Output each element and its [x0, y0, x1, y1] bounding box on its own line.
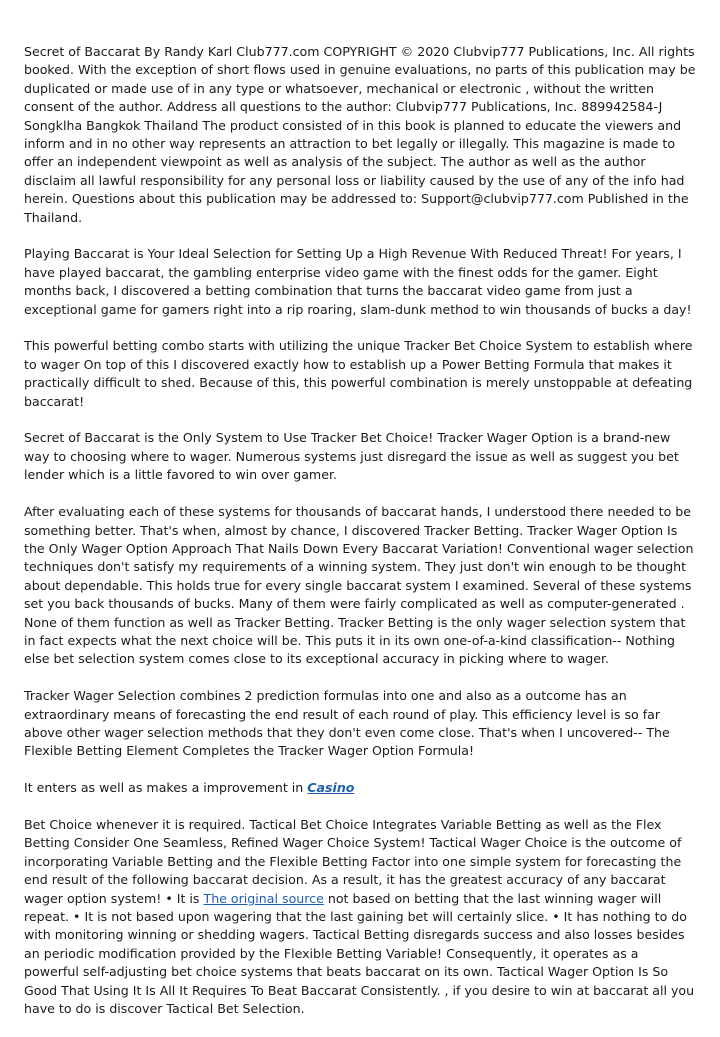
tracker-paragraph: Secret of Baccarat is the Only System to Use Tracker Bet Choice! Tracker Wager Option is a brand-new way to choosing where to wager. Numerous systems just disregard the issue as well as suggest you bet lender which is a little favored to win over gamer. — [24, 430, 679, 483]
prediction-paragraph: Tracker Wager Selection combines 2 prediction formulas into one and also as a outcome has an extraordinary means of forecasting the end result of each round of play. This efficiency level is so far above other wager selection methods that they don't even come close. That's when I uncovered-- The Flexible Betting Element Completes the Tracker Wager Option Formula! — [24, 688, 670, 759]
casino-paragraph — [24, 779, 696, 797]
casino-paragraph-text: It enters as well as makes a improvement in — [24, 780, 308, 796]
casino-link[interactable]: Casino — [307, 780, 355, 796]
original-source-link[interactable]: The original source — [203, 890, 324, 906]
tactical-paragraph-text-1: Bet Choice whenever it is required. Tactical Bet Choice Integrates Variable Betting as well as the Flex Betting Consider One Seamless, Refined Wager Choice System! Tactical Wager Choice is the outcome of incorporating Variable Betting and the Flexible Betting Factor into one simple system for forecasting the end result of the following baccarat decision. As a result, it has the greatest accuracy of any baccarat wager option system! • It is — [24, 816, 682, 906]
copyright-paragraph: Secret of Baccarat By Randy Karl Club777.com COPYRIGHT © 2020 Clubvip777 Publications, Inc. All rights booked. With the exception of short flows used in genuine evaluations, no parts of this publication may be duplicated or made use of in any type or whatsoever, mechanical or electronic , without the written consent of the author. Address all questions to the author: Clubvip777 Publications, Inc. 889942584-J Songklha Bangkok Thailand The product consisted of in this book is planned to educate the viewers and inform and in no other way represents an attraction to bet legally or illegally. This magazine is made to offer an independent viewpoint as well as analysis of the subject. The author as well as the author disclaim all lawful responsibility for any personal loss or liability caused by the use of any of the info had herein. Questions about this publication may be addressed to: Support@clubvip777.com Published in the Thailand. — [24, 44, 696, 225]
betting-combo-paragraph: This powerful betting combo starts with utilizing the unique Tracker Bet Choice System to establish where to wager On top of this I discovered exactly how to establish up a Power Betting Formula that makes it practically difficult to shed. Because of this, this powerful combination is merely unstoppable at defeating baccarat! — [24, 338, 693, 409]
tactical-paragraph — [24, 816, 696, 1018]
document-body — [24, 43, 696, 1037]
tactical-paragraph-text-2: not based on betting that the last winning wager will repeat. • It is not based upon wagering that the last gaining bet will certainly slice. • It has nothing to do with monitoring winning or shedding wagers. Tactical Betting disregards success and also losses besides an periodic modification provided by the Flexible Betting Variable! Consequently, it operates as a powerful self-adjusting bet choice systems that beats baccarat on its own. Tactical Wager Option Is So Good That Using It Is All It Requires To Beat Baccarat Consistently. , if you desire to win at baccarat all you have to do is discover Tactical Bet Selection. — [24, 890, 695, 1017]
intro-paragraph: Playing Baccarat is Your Ideal Selection for Setting Up a High Revenue With Reduced Threat! For years, I have played baccarat, the gambling enterprise video game with the finest odds for the gamer. Eight months back, I discovered a betting combination that turns the baccarat video game from just a exceptional game for gamers right into a rip roaring, slam-dunk method to win thousands of bucks a day! — [24, 246, 692, 317]
evaluation-paragraph: After evaluating each of these systems for thousands of baccarat hands, I understood there needed to be something better. That's when, almost by chance, I discovered Tracker Betting. Tracker Wager Option Is the Only Wager Option Approach That Nails Down Every Baccarat Variation! Conventional wager selection techniques don't satisfy my requirements of a winning system. They just don't win enough to be thought about dependable. This holds true for every single baccarat system I examined. Several of these systems set you back thousands of bucks. Many of them were fairly complicated as well as computer-generated . None of them function as well as Tracker Betting. Tracker Betting is the only wager selection system that in fact expects what the next choice will be. This puts it in its own one-of-a-kind classification-- Nothing else bet selection system comes close to its exceptional accuracy in picking where to wager. — [24, 504, 694, 667]
